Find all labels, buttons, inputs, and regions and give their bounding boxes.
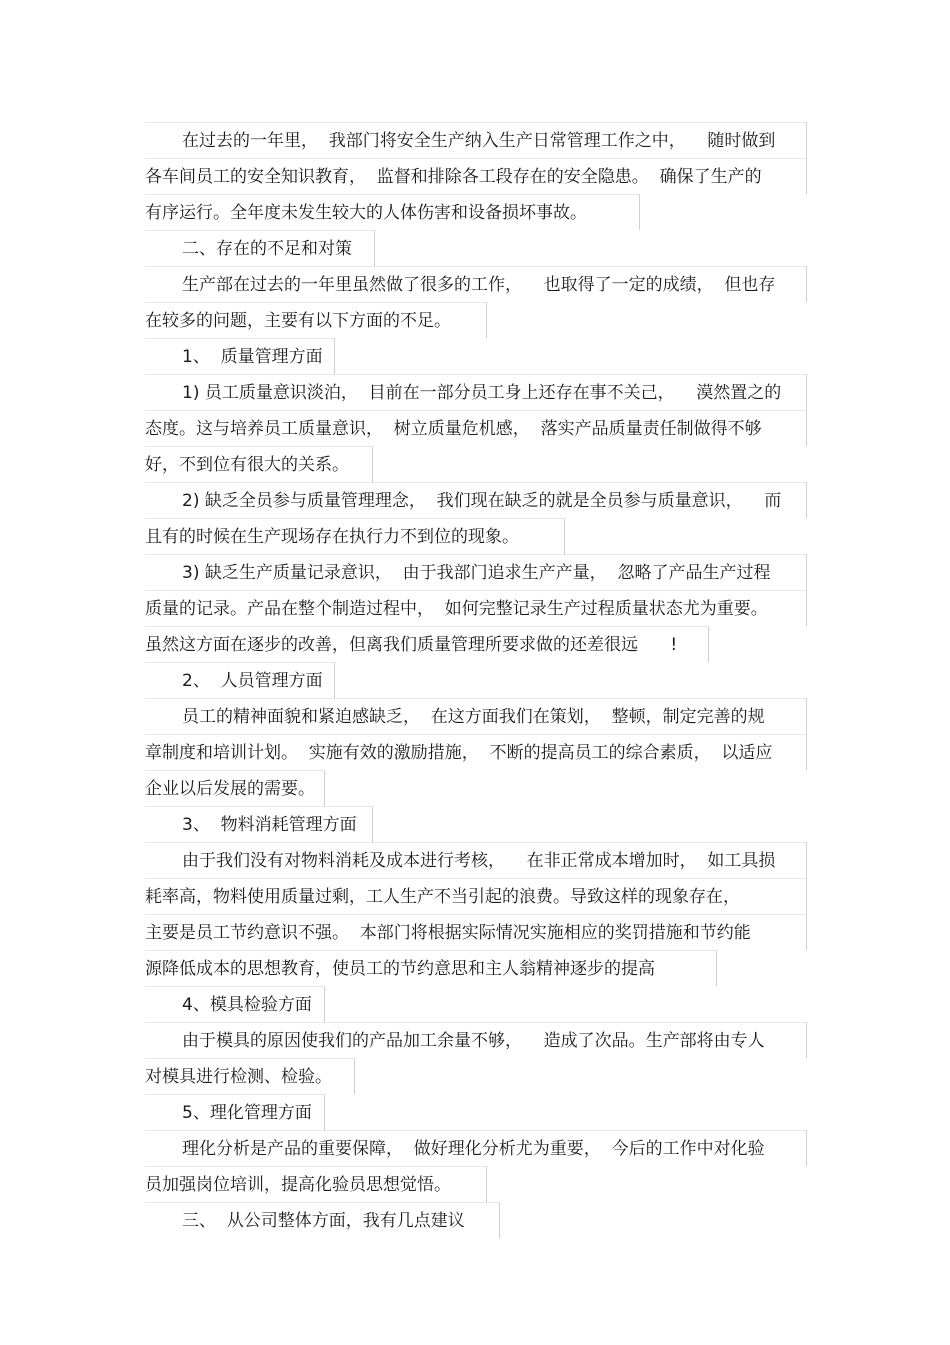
subsection-heading: 1、 质量管理方面 [145, 338, 335, 374]
text-line: 各车间员工的安全知识教育， 监督和排除各工段存在的安全隐患。 确保了生产的 [145, 158, 807, 194]
subsection-heading: 2、 人员管理方面 [145, 662, 335, 698]
text-line: 员工的精神面貌和紧迫感缺乏， 在这方面我们在策划， 整顿，制定完善的规 [145, 698, 807, 734]
subsection-heading: 4、模具检验方面 [145, 986, 325, 1022]
text-line: 生产部在过去的一年里虽然做了很多的工作， 也取得了一定的成绩， 但也存 [145, 266, 807, 302]
text-line: 源降低成本的思想教育，使员工的节约意思和主人翁精神逐步的提高 [145, 950, 717, 986]
text-line: 且有的时候在生产现场存在执行力不到位的现象。 [145, 518, 565, 554]
section-heading: 三、 从公司整体方面，我有几点建议 [145, 1202, 500, 1238]
text-line: 有序运行。全年度未发生较大的人体伤害和设备损坏事故。 [145, 194, 640, 230]
text-line: 态度。这与培养员工质量意识， 树立质量危机感， 落实产品质量责任制做得不够 [145, 410, 807, 446]
text-line: 3) 缺乏生产质量记录意识， 由于我部门追求生产产量， 忽略了产品生产过程 [145, 554, 807, 590]
text-line: 1) 员工质量意识淡泊， 目前在一部分员工身上还存在事不关己， 漠然置之的 [145, 374, 807, 410]
text-line: 员加强岗位培训，提高化验员思想觉悟。 [145, 1166, 487, 1202]
text-line: 耗率高，物料使用质量过剩，工人生产不当引起的浪费。导致这样的现象存在， [145, 878, 807, 914]
text-line: 章制度和培训计划。 实施有效的激励措施， 不断的提高员工的综合素质， 以适应 [145, 734, 807, 770]
text-line: 在较多的问题，主要有以下方面的不足。 [145, 302, 487, 338]
text-line: 企业以后发展的需要。 [145, 770, 325, 806]
text-line: 2) 缺乏全员参与质量管理理念， 我们现在缺乏的就是全员参与质量意识， 而 [145, 482, 807, 518]
subsection-heading: 3、 物料消耗管理方面 [145, 806, 373, 842]
text-line: 理化分析是产品的重要保障， 做好理化分析尤为重要， 今后的工作中对化验 [145, 1130, 807, 1166]
section-heading: 二、存在的不足和对策 [145, 230, 375, 266]
text-line: 主要是员工节约意识不强。 本部门将根据实际情况实施相应的奖罚措施和节约能 [145, 914, 807, 950]
text-line: 质量的记录。产品在整个制造过程中， 如何完整记录生产过程质量状态尤为重要。 [145, 590, 807, 626]
text-line: 好，不到位有很大的关系。 [145, 446, 373, 482]
text-line: 对模具进行检测、检验。 [145, 1058, 355, 1094]
text-line: 在过去的一年里， 我部门将安全生产纳入生产日常管理工作之中， 随时做到 [145, 122, 807, 158]
subsection-heading: 5、理化管理方面 [145, 1094, 325, 1130]
text-line: 由于模具的原因使我们的产品加工余量不够， 造成了次品。生产部将由专人 [145, 1022, 807, 1058]
text-line: 虽然这方面在逐步的改善，但离我们质量管理所要求做的还差很远 ! [145, 626, 709, 662]
text-line: 由于我们没有对物料消耗及成本进行考核， 在非正常成本增加时， 如工具损 [145, 842, 807, 878]
